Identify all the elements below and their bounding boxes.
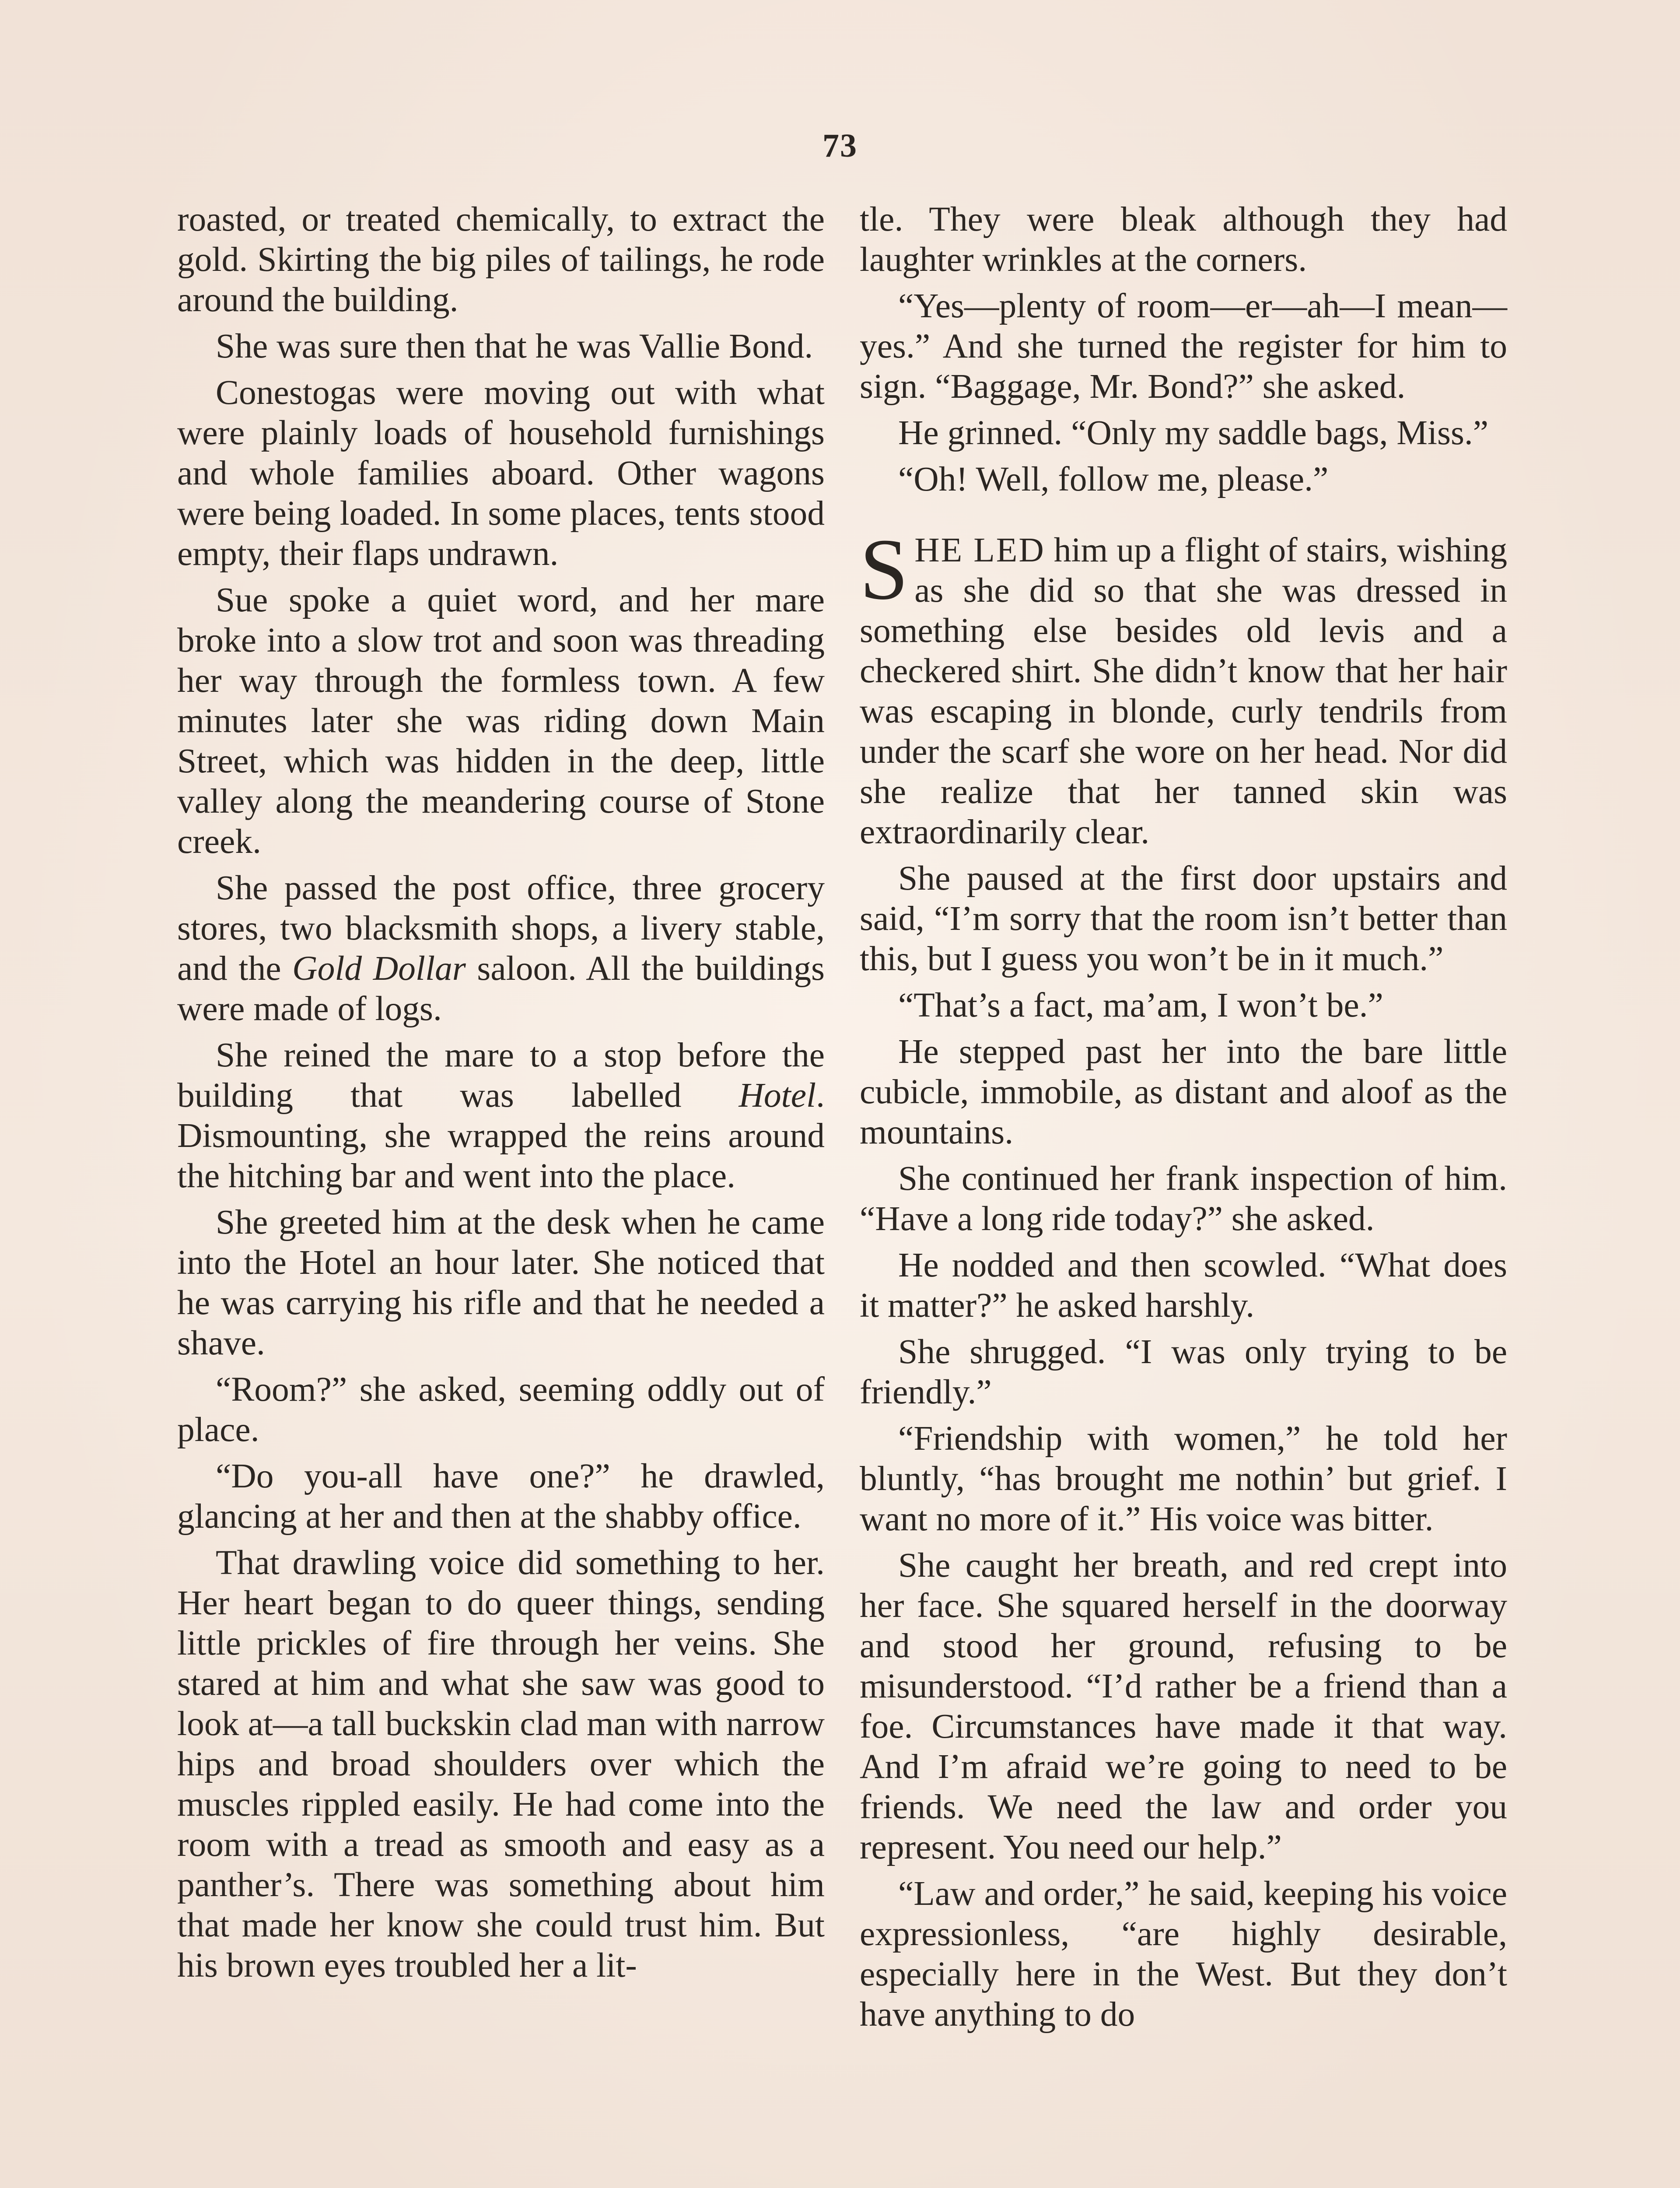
- paragraph: roasted, or treated chemically, to extract the gold. Skirting the big piles of tailings, he rode around the building.: [177, 200, 825, 319]
- paragraph-text: saloon. All the buildings were made of logs.: [177, 949, 825, 1028]
- paragraph-text: . Dismounting, she wrapped the reins around the hitching bar and went into the place.: [177, 1076, 825, 1195]
- paragraph: “Law and order,” he said, keeping his voice expressionless, “are highly desirable, especially here in the West. But they don’t have anything to do: [860, 1874, 1507, 2034]
- paragraph: She continued her frank inspection of him. “Have a long ride today?” she asked.: [860, 1159, 1507, 1238]
- paragraph: That drawling voice did something to her. Her heart began to do queer things, sending little prickles of fire through her veins. She stared at him and what she saw was good to look at—a tall buckskin clad man with narrow hips and broad shoulders over which the muscles rippled easily. He had come into the room with a tread as smooth and easy as a panther’s. There was something about him that made her know she could trust him. But his brown eyes troubled her a lit-: [177, 1543, 825, 1985]
- italic-hotel-label: Hotel: [738, 1076, 816, 1115]
- paragraph: He grinned. “Only my saddle bags, Miss.”: [898, 414, 1489, 452]
- paragraph-text: She passed the post office, three grocery stores, two blacksmith shops, a livery stable, and the: [177, 869, 825, 988]
- paragraph: She caught her breath, and red crept into her face. She squared herself in the doorway and stood her ground, refusing to be misunderstood. “I’d rather be a friend than a foe. Circumstances have made it that way. And I’m afraid we’re going to need to be friends. We need the law and order you represent. You need our help.”: [860, 1546, 1507, 1866]
- right-column: [860, 199, 1507, 2041]
- paragraph: “Room?” she asked, seeming oddly out of place.: [177, 1370, 825, 1449]
- paragraph: “Oh! Well, follow me, please.”: [898, 460, 1329, 498]
- paragraph: She shrugged. “I was only trying to be friendly.”: [860, 1332, 1507, 1411]
- paragraph-text: him up a flight of stairs, wishing as she did so that she was dressed in something else besides old levis and a checkered shirt. She didn’t know that her hair was escaping in blonde, curly tendrils from under the scarf she wore on her head. Nor did she realize that her tanned skin was extraordinarily clear.: [860, 531, 1507, 851]
- page-number: 73: [822, 127, 858, 164]
- paragraph: Sue spoke a quiet word, and her mare broke into a slow trot and soon was threading her way through the formless town. A few minutes later she was riding down Main Street, which was hidden in the deep, little valley along the meandering course of Stone creek.: [177, 581, 825, 861]
- paragraph: tle. They were bleak although they had laughter wrinkles at the corners.: [860, 200, 1507, 279]
- section-opening-paragraph: [860, 521, 1507, 852]
- paragraph: “Friendship with women,” he told her bluntly, “has brought me nothin’ but grief. I want no more of it.” His voice was bitter.: [860, 1419, 1507, 1538]
- italic-saloon-name: Gold Dollar: [292, 949, 466, 988]
- drop-cap: S: [860, 521, 909, 618]
- paragraph: “That’s a fact, ma’am, I won’t be.”: [898, 986, 1383, 1024]
- paragraph: She was sure then that he was Vallie Bond.: [216, 327, 813, 365]
- paragraph-text: She reined the mare to a stop before the building that was labelled: [177, 1036, 825, 1115]
- paragraph: She greeted him at the desk when he came into the Hotel an hour later. She noticed that he was carrying his rifle and that he needed a shave.: [177, 1203, 825, 1362]
- left-column: [177, 199, 825, 1992]
- lead-in-caps: HE LED: [914, 531, 1045, 569]
- paragraph: He stepped past her into the bare little cubicle, immobile, as distant and aloof as the mountains.: [860, 1032, 1507, 1151]
- paragraph: He nodded and then scowled. “What does it matter?” he asked harshly.: [860, 1246, 1507, 1325]
- paragraph: “Do you-all have one?” he drawled, glancing at her and then at the shabby office.: [177, 1457, 825, 1536]
- paragraph: Conestogas were moving out with what were plainly loads of household furnishings and whole families aboard. Other wagons were being loaded. In some places, tents stood empty, their flaps undrawn.: [177, 373, 825, 573]
- paragraph: “Yes—plenty of room—er—ah—I mean—yes.” And she turned the register for him to sign. “Baggage, Mr. Bond?” she asked.: [860, 287, 1507, 406]
- paragraph: [177, 868, 825, 1029]
- paragraph: [177, 1035, 825, 1196]
- paragraph: She paused at the first door upstairs and said, “I’m sorry that the room isn’t better than this, but I guess you won’t be in it much.”: [860, 859, 1507, 978]
